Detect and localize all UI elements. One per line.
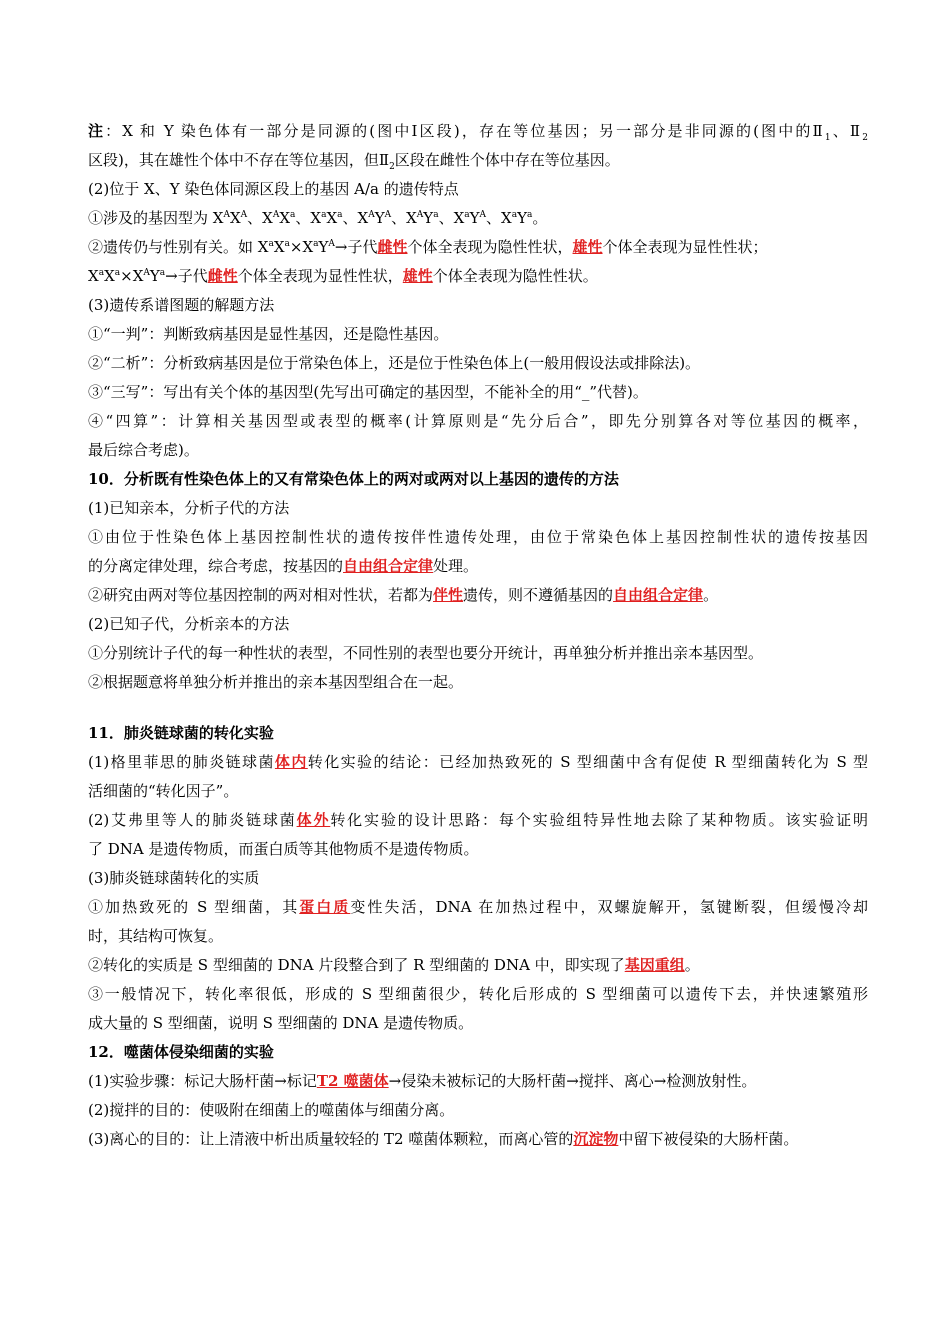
subheading: (3)肺炎链球菌转化的实质 [88, 869, 260, 887]
note-text-2: 、Ⅱ [830, 122, 863, 140]
section-heading-11: 11．肺炎链球菌的转化实验 [88, 724, 274, 742]
paragraph-line: ①由位于性染色体上基因控制性状的遗传按伴性遗传处理，由位于常染色体上基因控制性状的遗传按基因 [88, 528, 868, 546]
note-text-3: 区段)，其在雄性个体中不存在等位基因，但Ⅱ [88, 151, 390, 169]
highlight-term: 雌性 [377, 238, 408, 256]
highlight-term: T2 噬菌体 [316, 1072, 389, 1090]
highlight-term: 体内 [274, 753, 308, 771]
list-item: ②“二析”：分析致病基因是位于常染色体上，还是位于性染色体上(一般用假设法或排除法)。 [88, 354, 701, 372]
document-page [88, 117, 868, 1154]
paragraph-line: ①分别统计子代的每一种性状的表型，不同性别的表型也要分开统计，再单独分析并推出亲本基因型。 [88, 644, 764, 662]
paragraph-line: (3)离心的目的：让上清液中析出质量较轻的 T2 噬菌体颗粒，而离心管的沉淀物中留下被侵染的大肠杆菌。 [88, 1130, 799, 1148]
highlight-term: 蛋白质 [299, 898, 351, 916]
paragraph-line: ③一般情况下，转化率很低，形成的 S 型细菌很少，转化后形成的 S 型细菌可以遗传下去，并快速繁殖形 [88, 985, 868, 1003]
paragraph-line: ①加热致死的 S 型细菌，其蛋白质变性失活，DNA 在加热过程中，双螺旋解开，氢键断裂，但缓慢冷却 [88, 898, 868, 916]
list-item-cont: 最后综合考虑)。 [88, 441, 199, 459]
highlight-term: 体外 [296, 811, 331, 829]
highlight-term: 自由组合定律 [613, 586, 704, 604]
paragraph-line: 了 DNA 是遗传物质，而蛋白质等其他物质不是遗传物质。 [88, 840, 479, 858]
subheading-3: (3)遗传系谱图题的解题方法 [88, 296, 275, 314]
note-line-2 [88, 146, 868, 175]
paragraph-line: (1)格里菲思的肺炎链球菌体内转化实验的结论：已经加热致死的 S 型细菌中含有促使 R 型细菌转化为 S 型 [88, 753, 868, 771]
subheading-2: (2)位于 X、Y 染色体同源区段上的基因 A/a 的遗传特点 [88, 180, 459, 198]
list-item: ③“三写”：写出有关个体的基因型(先写出可确定的基因型，不能补全的用“_”代替)。 [88, 383, 648, 401]
genotype-list: ①涉及的基因型为 $X^AX^A$、$X^AX^a$、$X^aX^a$、$X^AY^A$、$X^AY^a$、$X^aY^A$、$X^aY^a$。 [88, 209, 548, 227]
highlight-term: 伴性 [433, 586, 464, 604]
subheading: (1)已知亲本，分析子代的方法 [88, 499, 290, 517]
paragraph-line: (1)实验步骤：标记大肠杆菌→标记T2 噬菌体→侵染未被标记的大肠杆菌→搅拌、离心→检测放射性。 [88, 1072, 757, 1090]
subscript: 2 [389, 162, 395, 172]
list-item: ①“一判”：判断致病基因是显性基因，还是隐性基因。 [88, 325, 449, 343]
subheading: (2)已知子代，分析亲本的方法 [88, 615, 290, 633]
paragraph-line: 成大量的 S 型细菌，说明 S 型细菌的 DNA 是遗传物质。 [88, 1014, 474, 1032]
paragraph-line: 活细菌的“转化因子”。 [88, 782, 239, 800]
highlight-term: 基因重组 [624, 956, 685, 974]
paragraph-line: ②转化的实质是 S 型细菌的 DNA 片段整合到了 R 型细菌的 DNA 中，即实现了基因重组。 [88, 956, 700, 974]
section-heading-10: 10．分析既有性染色体上的又有常染色体上的两对或两对以上基因的遗传的方法 [88, 470, 619, 488]
section-heading-12: 12．噬菌体侵染细菌的实验 [88, 1043, 274, 1061]
note-line-1 [88, 117, 868, 146]
paragraph-line: 时，其结构可恢复。 [88, 927, 224, 945]
highlight-term: 雄性 [402, 267, 433, 285]
paragraph-line: (2)艾弗里等人的肺炎链球菌体外转化实验的设计思路：每个实验组特异性地去除了某种物质。该实验证明 [88, 811, 868, 829]
highlight-term: 沉淀物 [573, 1130, 619, 1148]
subscript: 2 [862, 133, 868, 143]
list-item: ④“四算”：计算相关基因型或表型的概率(计算原则是“先分后合”，即先分别算各对等位基因的概率， [88, 412, 868, 430]
section-gap [88, 697, 868, 719]
paragraph-line: (2)搅拌的目的：使吸附在细菌上的噬菌体与细菌分离。 [88, 1101, 455, 1119]
highlight-term: 雄性 [572, 238, 603, 256]
highlight-term: 自由组合定律 [343, 557, 434, 575]
highlight-term: 雌性 [207, 267, 238, 285]
cross-line-2: $X^aX^a\times X^AY^a\to$子代雌性个体全表现为显性性状，雄性个体全表现为隐性性状。 [88, 267, 598, 285]
paragraph-line: ②根据题意将单独分析并推出的亲本基因型组合在一起。 [88, 673, 464, 691]
cross-line-1: ②遗传仍与性别有关。如 $X^aX^a\times X^aY^A\to$子代雌性个体全表现为隐性性状，雄性个体全表现为显性性状； [88, 238, 768, 256]
paragraph-line: 的分离定律处理，综合考虑，按基因的自由组合定律处理。 [88, 557, 479, 575]
paragraph-line: ②研究由两对等位基因控制的两对相对性状，若都为伴性遗传，则不遵循基因的自由组合定律。 [88, 586, 719, 604]
note-label: 注 [88, 122, 106, 140]
note-text-4: 区段在雌性个体中存在等位基因。 [394, 151, 620, 169]
note-text-1: ：X 和 Y 染色体有一部分是同源的(图中Ⅰ区段)，存在等位基因；另一部分是非同源的(图中的Ⅱ [105, 122, 825, 140]
subscript: 1 [824, 133, 831, 143]
